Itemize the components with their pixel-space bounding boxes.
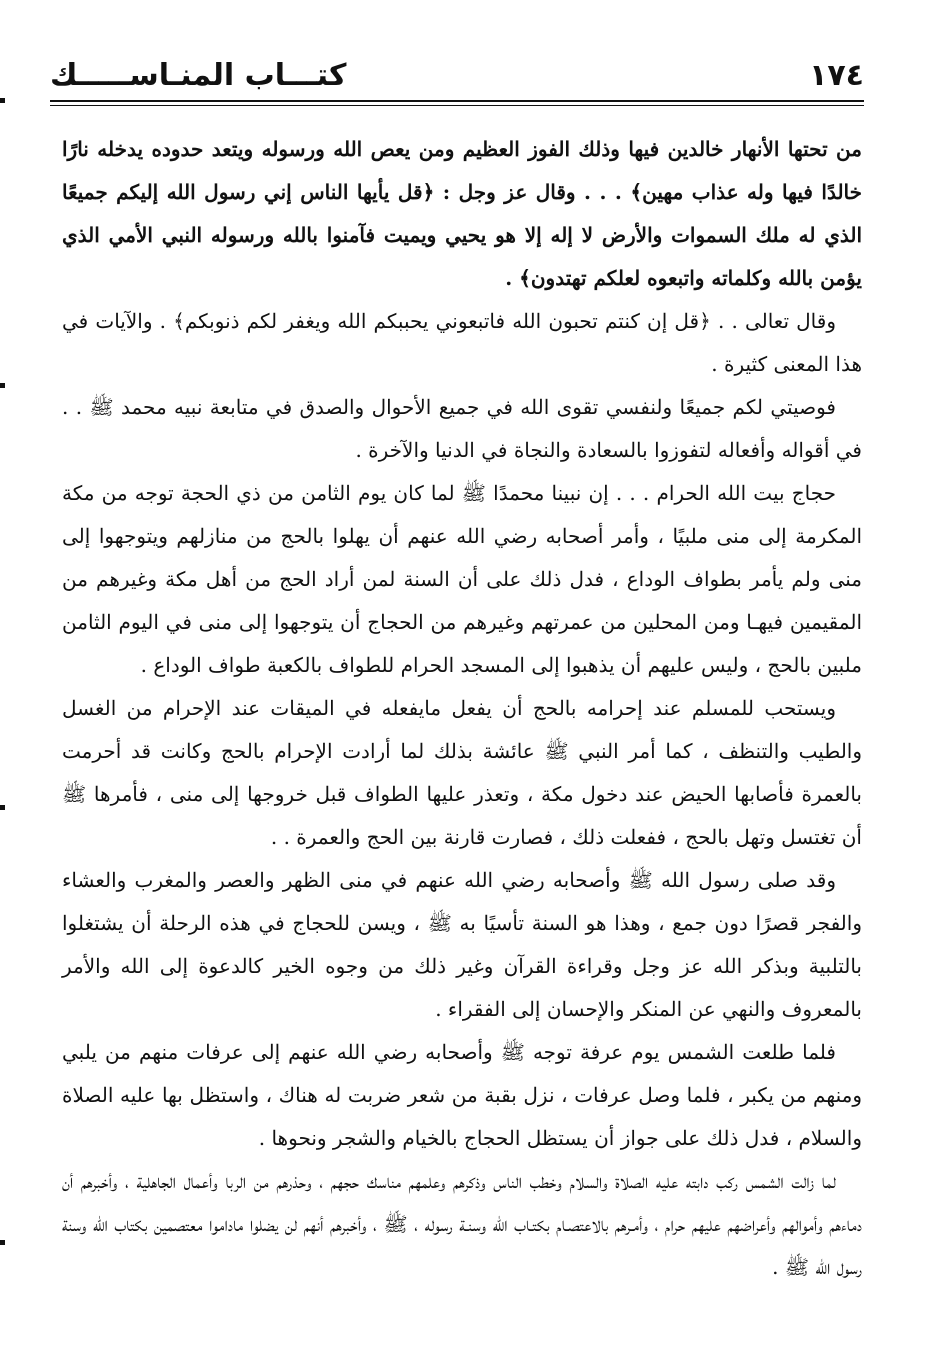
page-number: ١٧٤ — [809, 58, 864, 93]
paragraph-verses: من تحتها الأنهار خالدين فيها وذلك الفوز العظيم ومن يعص الله ورسوله ويتعد حدوده يدخله نارًا خالدًا فيها وله عذاب مهين﴾ . . . وقال عز وجل : ﴿قل يأيها الناس إني رسول الله إليكم جميعًا الذي له ملك السموات والأرض لا إله إلا هو يحيي ويميت فآمنوا بالله ورسوله النبي الأمي الذي يؤمن بالله وكلماته واتبعوه لعلكم تهتدون﴾ . — [62, 137, 862, 290]
paragraph-arafah: فلما طلعت الشمس يوم عرفة توجه ﷺ وأصحابه رضي الله عنهم إلى عرفات منهم من يلبي ومنهم من يكبر ، فلما وصل عرفات ، نزل بقبة من شعر ضربت له هناك ، واستظل بها عليه الصلاة والسلام ، فدل ذلك على جواز أن يستظل الحجاج بالخيام والشجر ونحوها . — [62, 1040, 862, 1150]
paragraph-ihram: ويستحب للمسلم عند إحرامه بالحج أن يفعل مايفعله في الميقات عند الإحرام من الغسل والطيب والتنظف ، كما أمر النبي ﷺ عائشة بذلك لما أرادت الإحرام بالحج وكانت قد أحرمت بالعمرة فأصابها الحيض عند دخول مكة ، وتعذر عليها الطواف قبل خروجها إلى منى ، فأمرها ﷺ أن تغتسل وتهل بالحج ، ففعلت ذلك ، فصارت قارنة بين الحج والعمرة . . — [62, 696, 862, 849]
scan-margin-mark — [0, 1240, 5, 1245]
scan-margin-mark — [0, 383, 5, 388]
scan-margin-mark — [0, 805, 5, 810]
body-text — [62, 128, 862, 1289]
header-rule — [50, 100, 864, 106]
running-header — [50, 58, 864, 98]
paragraph-mina-prayers: وقد صلى رسول الله ﷺ وأصحابه رضي الله عنهم في منى الظهر والعصر والمغرب والعشاء والفجر قصرًا دون جمع ، وهذا هو السنة تأسيًا به ﷺ ، ويسن للحجاج في هذه الرحلة أن يشتغلوا بالتلبية وبذكر الله عز وجل وقراءة القرآن وغير ذلك من وجوه الخير كالدعوة إلى الله والأمر بالمعروف والنهي عن المنكر والإحسان إلى الفقراء . — [62, 868, 862, 1021]
paragraph-verse-follow: وقال تعالى . . ﴿قل إن كنتم تحبون الله فاتبعوني يحببكم الله ويغفر لكم ذنوبكم﴾ . والآيات في هذا المعنى كثيرة . — [62, 309, 862, 376]
scan-margin-mark — [0, 98, 5, 103]
book-title: كتـــاب المنـاســـــك — [50, 58, 347, 93]
paragraph-sermon: لما زالت الشمس ركب دابته عليه الصلاة والسلام وخطب الناس وذكرهم وعلمهم مناسك حجهم ، وحذرهم من الربا وأعمال الجاهلية ، وأخبرهم أن دماءهم وأموالهم وأعراضهم عليهم حرام ، وأمـرهم بالاعتصـام بكتـاب الله وسنـة رسوله ، ﷺ ، وأخبرهم أنهم لن يضلوا ماداموا معتصمين بكتاب الله وسنة رسول الله ﷺ . — [62, 1169, 862, 1279]
paragraph-advice: فوصيتي لكم جميعًا ولنفسي تقوى الله في جميع الأحوال والصدق في متابعة نبيه محمد ﷺ . . في أقواله وأفعاله لتفوزوا بالسعادة والنجاة في الدنيا والآخرة . — [62, 395, 862, 462]
paragraph-day-eight: حجاج بيت الله الحرام . . . إن نبينا محمدًا ﷺ لما كان يوم الثامن من ذي الحجة توجه من مكة المكرمة إلى منى ملبيًا ، وأمر أصحابه رضي الله عنهم أن يهلوا بالحج من منازلهم ويتوجهوا إلى منى ولم يأمر بطواف الوداع ، فدل ذلك على أن السنة لمن أراد الحج من أهل مكة وغيرهم من المقيمين فيهـا ومن المحلين من عمرتهم وغيرهم من الحجاج أن يتوجهوا إلى منى في اليوم الثامن ملبين بالحج ، وليس عليهم أن يذهبوا إلى المسجد الحرام للطواف بالكعبة طواف الوداع . — [62, 481, 862, 677]
